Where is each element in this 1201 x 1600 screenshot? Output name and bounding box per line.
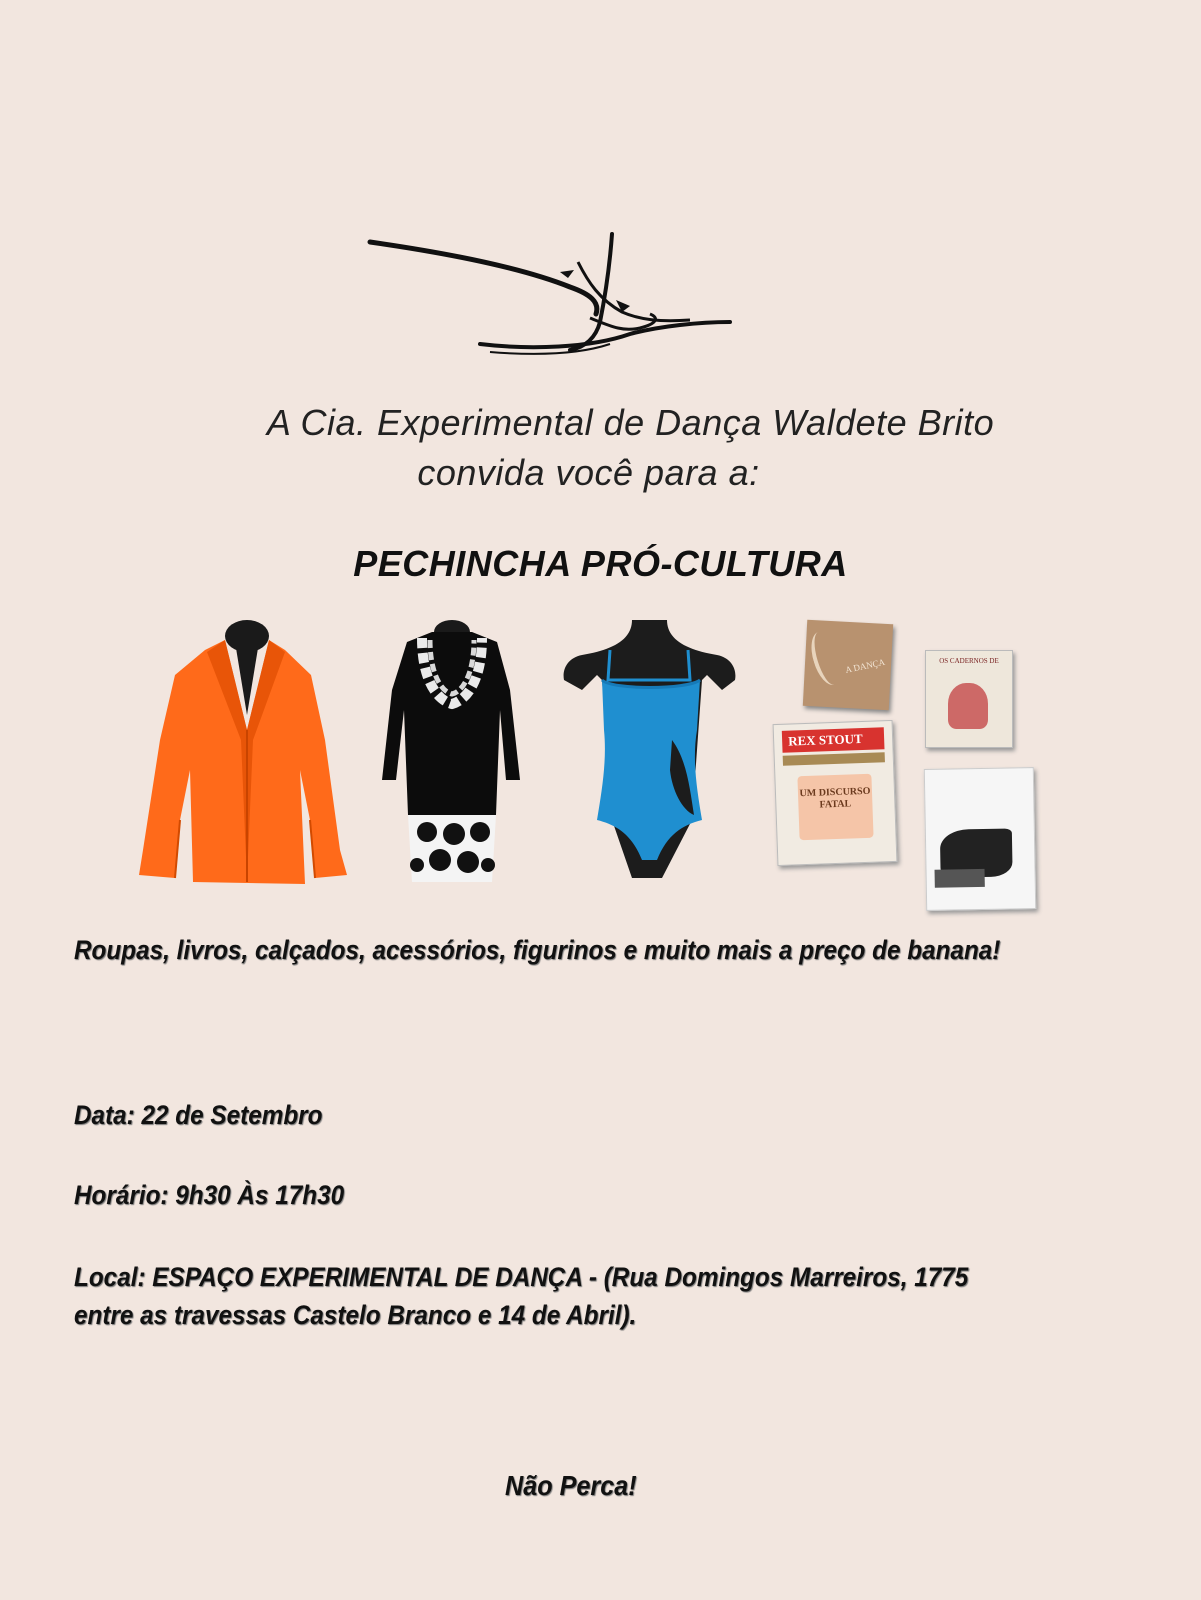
event-location-line-1: Local: ESPAÇO EXPERIMENTAL DE DANÇA - (Rua Domingos Marreiros, 1775 (74, 1262, 969, 1292)
intro-line-1: A Cia. Experimental de Dança Waldete Brito (266, 402, 995, 443)
sale-description: Roupas, livros, calçados, acessórios, figurinos e muito mais a preço de banana! (74, 935, 1001, 965)
black-dress-image (382, 620, 522, 888)
book-dance-title: A DANÇA (844, 656, 886, 675)
book-dance (803, 620, 893, 710)
company-logo (360, 222, 760, 372)
book-discurso-title: UM DISCURSO FATAL (797, 774, 873, 841)
orange-shirt-image (135, 620, 350, 890)
call-to-action: Não Perca! (505, 1470, 637, 1501)
book-discurso-brand: REX STOUT (782, 727, 885, 753)
event-date: Data: 22 de Setembro (74, 1100, 323, 1130)
book-art (924, 767, 1036, 911)
event-hours: Horário: 9h30 Às 17h30 (74, 1180, 345, 1210)
books-image (775, 620, 1040, 910)
intro-line-2: convida você para a: (417, 452, 760, 493)
book-cadernos (925, 650, 1013, 748)
book-discurso (773, 720, 898, 866)
book-cadernos-title: OS CADERNOS DE (939, 657, 999, 665)
blue-leotard-image (562, 620, 737, 882)
event-title: PECHINCHA PRÓ-CULTURA (353, 543, 848, 584)
event-location-line-2: entre as travessas Castelo Branco e 14 de Abril). (74, 1300, 637, 1330)
